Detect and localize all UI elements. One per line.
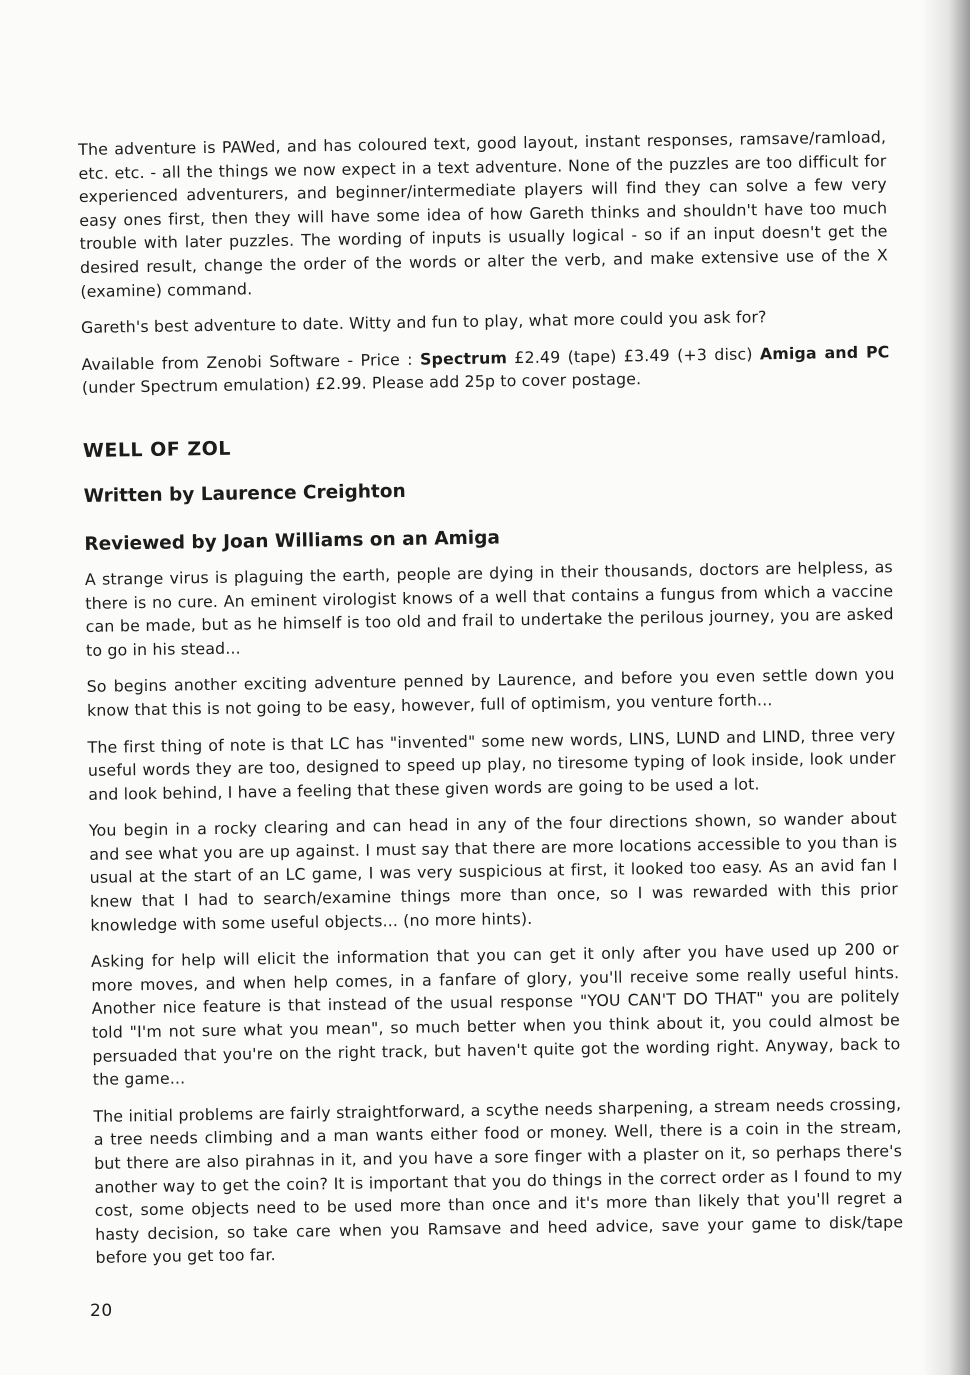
- review-author: Written by Laurence Creighton: [83, 480, 406, 507]
- review-paragraph-5: Asking for help will elicit the information that you can get it only after you have used up 200 or more moves, and when help comes, in a fanfare of glory, you'll receive some really useful hints. Another nice feature is that instead of the usual response "YOU CAN'T DO THAT" you are politely told "I'm not sure what you mean", so much better when you think about it, you could almost be persuaded that you're on the right track, but haven't quite got the wording right. Anyway, back to the game...: [90, 939, 901, 1090]
- availability-prices: £2.49 (tape) £3.49 (+3 disc): [506, 344, 761, 368]
- review-paragraph-3: The first thing of note is that LC has "invented" some new words, LINS, LUND and LIND, three very useful words they are too, designed to speed up play, no tiresome typing of look inside, look under and look behind, I have a feeling that these given words are going to be used a lot.: [87, 724, 896, 804]
- page-content: [78, 125, 904, 1283]
- intro-paragraph-1: The adventure is PAWed, and has coloured text, good layout, instant responses, ramsave/ramload, etc. etc. - all the things we now expect in a text adventure. None of the puzzles are too difficult for experienced adventurers, and beginner/intermediate players will find they can solve a few very easy ones first, then they will have some idea of how Gareth thinks and shouldn't have too much trouble with later puzzles. The wording of inputs is usually logical - so if an input doesn't get the desired result, change the order of the words or alter the verb, and make extensive use of the X (examine) command.: [78, 127, 889, 301]
- page-number: 20: [90, 1301, 113, 1321]
- page-edge-shadow: [922, 0, 970, 1375]
- intro-paragraph-2: Gareth's best adventure to date. Witty and fun to play, what more could you ask for?: [80, 307, 767, 338]
- review-reviewer: Reviewed by Joan Williams on an Amiga: [84, 527, 501, 555]
- review-paragraph-4: You begin in a rocky clearing and can head in any of the four directions shown, so wander about and see what you are up against. I must say that there are more locations accessible to you than is usual at the start of an LC game, I was very suspicious at first, it looked too easy. As an avid fan I knew that I had to search/examine things more than once, so I was rewarded with this prior knowledge with some useful objects... (no more hints).: [88, 808, 899, 935]
- platform-spectrum: Spectrum: [419, 348, 508, 369]
- review-paragraph-2: So begins another exciting adventure penned by Laurence, and before you even settle down you know that this is not going to be easy, however, full of optimism, you venture forth...: [86, 664, 895, 720]
- platform-amiga-pc: Amiga and PC: [759, 342, 890, 364]
- availability-text: Available from Zenobi Software - Price :: [81, 349, 421, 374]
- review-paragraph-1: A strange virus is plaguing the earth, people are dying in their thousands, doctors are helpless, as there is no cure. An eminent virologist knows of a well that contains a fungus from which a vaccine can be made, but as he himself is too old and frail to undertake the perilous journey, you are asked to go in his stead...: [84, 557, 894, 660]
- availability-paragraph: [81, 340, 890, 400]
- review-title: WELL OF ZOL: [82, 437, 232, 462]
- availability-postage: (under Spectrum emulation) £2.99. Please add 25p to cover postage.: [81, 369, 642, 398]
- review-paragraph-6: The initial problems are fairly straightforward, a scythe needs sharpening, a stream needs crossing, a tree needs climbing and a man wants either food or money. Well, there is a coin in the stream, but there are also pirahnas in it, and you have a sore finger with a plaster on it, so perhaps there's another way to get the coin? It is important that you do things in the correct order as I found to my cost, some objects need to be used more than once and it's more than likely that you'll regret a hasty decision, so take care when you Ramsave and heed advice, save your game to disk/tape before you get too far.: [93, 1094, 904, 1268]
